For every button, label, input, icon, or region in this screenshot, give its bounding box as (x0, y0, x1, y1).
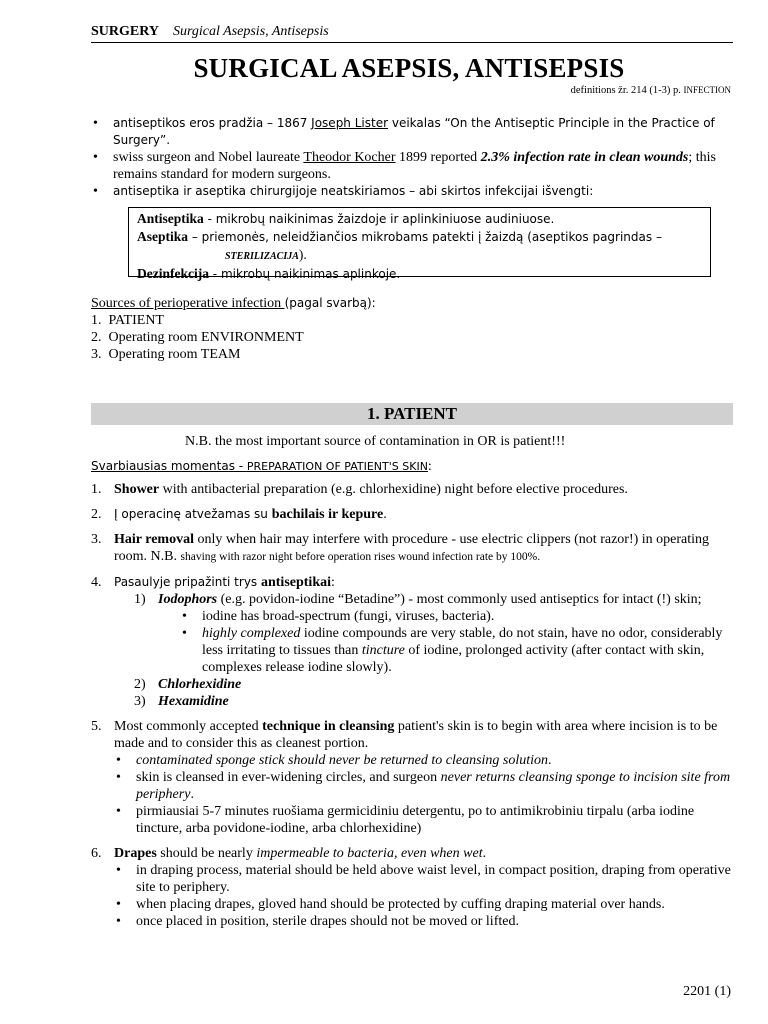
section-heading-patient: 1. PATIENT (91, 403, 733, 425)
definitions-box: Antiseptika - mikrobų naikinimas žaizdoje ir aplinkiniuose audiniuose. Aseptika – priemonės, neleidžiančios mikrobams patekti į žaizdą (aseptikos pagrindas – STERILIZACIJA). Dezinfekcija - mikrobų naikinimas aplinkoje. (128, 207, 711, 277)
intro-bullet: • antiseptikos eros pradžia – 1867 Joseph Lister veikalas “On the Antiseptic Principle in the Practice of Surgery”. (91, 115, 741, 149)
list-item: • in draping process, material should be held above waist level, in compact position, draping from operative site to periphery. (114, 862, 741, 896)
step-drapes: 6. Drapes should be nearly impermeable to bacteria, even when wet. • in draping process, material should be held above waist level, in compact position, draping from operative site to periphery. • when placing drapes, gloved hand should be protected by cuffing draping material over hands. • once placed in position, sterile drapes should not be moved or lifted. (91, 845, 741, 930)
antiseptic-iodophors: 1) Iodophors (e.g. povidon-iodine “Betadine”) - most commonly used antiseptics for intact (!) skin; • iodine has broad-spectrum (fungi, viruses, bacteria). • highly complexed iodine compounds are very stable, do not stain, have no odor, considerably less irritating to tissues than tincture of iodine, prolonged activity (after contact with skin, complexes release iodine slowly). (134, 591, 741, 676)
definitions-reference (571, 84, 731, 97)
list-item: • pirmiausiai 5-7 minutes ruošiama germicidiniu detergentu, po to antimikrobiniu tirpalu (arba iodine tincture, arba povidone-iodine, arba chlorhexidine) (114, 803, 741, 837)
list-item: • skin is cleansed in ever-widening circles, and surgeon never returns cleansing sponge to incision site from periphery. (114, 769, 741, 803)
intro-bullets (91, 115, 741, 200)
page-title: SURGICAL ASEPSIS, ANTISEPSIS (193, 53, 625, 83)
sources-section (91, 295, 741, 363)
source-item: 3. Operating room TEAM (91, 347, 241, 362)
definitions-ref: INFECTION (683, 85, 731, 95)
list-item: • once placed in position, sterile drapes should not be moved or lifted. (114, 913, 741, 930)
step-shower: 1. Shower with antibacterial preparation (e.g. chlorhexidine) night before elective procedures. (91, 482, 628, 497)
step-hair-removal: 3. Hair removal only when hair may interfere with procedure - use electric clippers (not razor!) in operating room. N.B. shaving with razor night before operation rises wound infection rate by 100%. (91, 532, 710, 564)
patient-steps (91, 481, 741, 938)
intro-bullet: • antiseptika ir aseptika chirurgijoje neatskiriamos – abi skirtos infekcijai išvengti: (91, 183, 741, 200)
step-antiseptics: 4. Pasaulyje pripažinti trys antiseptikai: 1) Iodophors (e.g. povidon-iodine “Betadine”) - most commonly used antiseptics for intact (!) skin; • iodine has broad-spectrum (fungi, viruses, bacteria). • highly complexed iodine compounds are very stable, do not stain, have no odor, considerably less irritating to tissues than tincture of iodine, prolonged activity (after contact with skin, complexes release iodine slowly). 2) Chlorhexidine 3) Hexamidine (91, 574, 741, 710)
list-item: • when placing drapes, gloved hand should be protected by cuffing draping material over hands. (114, 896, 741, 913)
source-item: 2. Operating room ENVIRONMENT (91, 330, 304, 345)
sterilizacija-label: STERILIZACIJA (225, 251, 299, 262)
definition-aseptika: Aseptika – priemonės, neleidžiančios mikrobams patekti į žaizdą (aseptikos pagrindas – (137, 229, 662, 244)
running-header (91, 24, 733, 43)
step-cap: 2. Į operacinę atvežamas su bachilais ir kepure. (91, 507, 387, 522)
source-item: 1. PATIENT (91, 313, 164, 328)
intro-bullet: • swiss surgeon and Nobel laureate Theodor Kocher 1899 reported 2.3% infection rate in clean wounds; this remains standard for modern surgeons. (91, 149, 741, 183)
antiseptic-hexamidine: 3) Hexamidine (134, 694, 229, 709)
definitions-prefix: definitions žr. 214 (1-3) p. (570, 85, 681, 96)
list-item: • highly complexed iodine compounds are very stable, do not stain, have no odor, considerably less irritating to tissues than tincture of iodine, prolonged activity (after contact with skin, complexes release iodine slowly). (180, 625, 741, 676)
header-topic: Surgical Asepsis, Antisepsis (172, 24, 329, 39)
key-moment: Svarbiausias momentas - PREPARATION OF PATIENT'S SKIN: (91, 459, 432, 474)
header-subject: SURGERY (91, 24, 159, 39)
nb-note: N.B. the most important source of contamination in OR is patient!!! (185, 434, 566, 449)
sources-heading: Sources of perioperative infection (pagal svarbą): (91, 296, 376, 311)
definition-antiseptika: Antiseptika - mikrobų naikinimas žaizdoje ir aplinkiniuose audiniuose. (137, 211, 555, 226)
definition-dezinfekcija: Dezinfekcija - mikrobų naikinimas aplinkoje. (137, 266, 401, 281)
step-cleansing-technique: 5. Most commonly accepted technique in cleansing patient's skin is to begin with area where incision is to be made and to consider this as cleanest portion. • contaminated sponge stick should never be returned to cleansing solution. • skin is cleansed in ever-widening circles, and surgeon never returns cleansing sponge to incision site from periphery. • pirmiausiai 5-7 minutes ruošiama germicidiniu detergentu, po to antimikrobiniu tirpalu (arba iodine tincture, arba povidone-iodine, arba chlorhexidine) (91, 718, 741, 837)
antiseptic-chlorhexidine: 2) Chlorhexidine (134, 677, 242, 692)
list-item: • contaminated sponge stick should never be returned to cleansing solution. (114, 752, 741, 769)
page-number: 2201 (1) (683, 984, 731, 999)
list-item: • iodine has broad-spectrum (fungi, viruses, bacteria). (180, 608, 741, 625)
